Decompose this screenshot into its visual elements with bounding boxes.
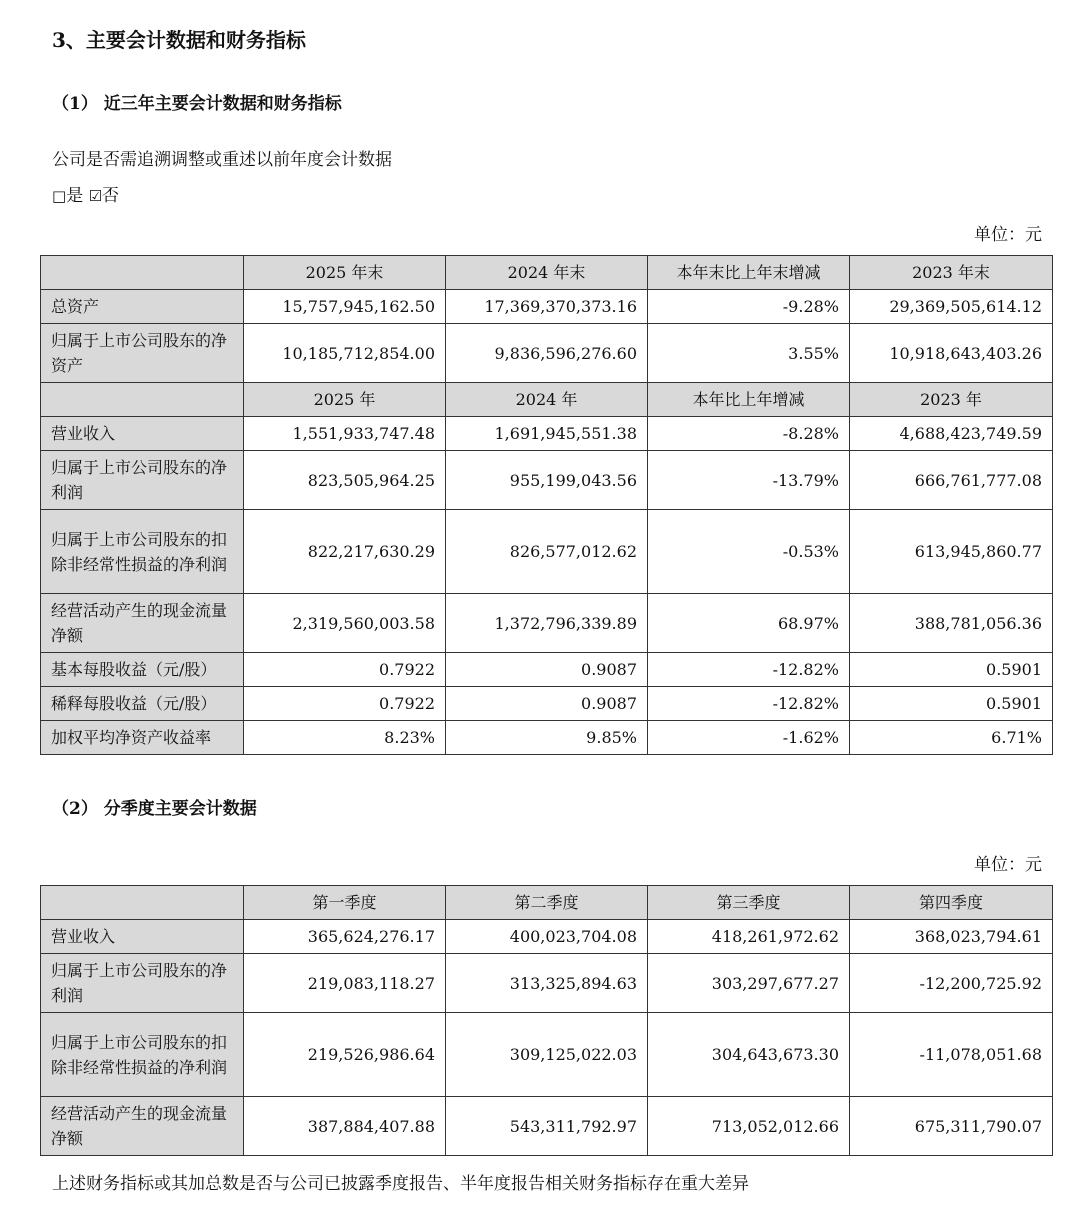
value-cell: -12.82% <box>648 687 850 721</box>
column-header: 第四季度 <box>850 886 1053 920</box>
table-header-row <box>41 383 1053 417</box>
value-cell: 309,125,022.03 <box>446 1013 648 1097</box>
value-cell: 826,577,012.62 <box>446 510 648 594</box>
column-header: 本年比上年增减 <box>648 383 850 417</box>
value-cell: 1,551,933,747.48 <box>244 417 446 451</box>
column-header: 2025 年末 <box>244 256 446 290</box>
row-label: 稀释每股收益（元/股） <box>41 687 244 721</box>
value-cell: -8.28% <box>648 417 850 451</box>
value-cell: 613,945,860.77 <box>850 510 1053 594</box>
value-cell: 6.71% <box>850 721 1053 755</box>
value-cell: 10,918,643,403.26 <box>850 324 1053 383</box>
table-row <box>41 290 1053 324</box>
row-label: 归属于上市公司股东的扣除非经常性损益的净利润 <box>41 1013 244 1097</box>
column-header: 2024 年末 <box>446 256 648 290</box>
column-header: 2025 年 <box>244 383 446 417</box>
column-header: 第一季度 <box>244 886 446 920</box>
value-cell: 219,526,986.64 <box>244 1013 446 1097</box>
table-header-row <box>41 886 1053 920</box>
footer-question: 上述财务指标或其加总数是否与公司已披露季度报告、半年度报告相关财务指标存在重大差异 <box>52 1174 749 1194</box>
unit-label: 单位：元 <box>974 225 1042 245</box>
row-label: 经营活动产生的现金流量净额 <box>41 594 244 653</box>
value-cell: -1.62% <box>648 721 850 755</box>
column-header: 第二季度 <box>446 886 648 920</box>
unit-label-2: 单位：元 <box>974 855 1042 875</box>
quarterly-data-table <box>40 885 1053 1156</box>
value-cell: 0.7922 <box>244 653 446 687</box>
table-row <box>41 451 1053 510</box>
value-cell: 0.7922 <box>244 687 446 721</box>
table-row <box>41 594 1053 653</box>
value-cell: 823,505,964.25 <box>244 451 446 510</box>
value-cell: -0.53% <box>648 510 850 594</box>
table-header-row <box>41 256 1053 290</box>
value-cell: 0.9087 <box>446 653 648 687</box>
table-row <box>41 417 1053 451</box>
value-cell: 8.23% <box>244 721 446 755</box>
value-cell: 9.85% <box>446 721 648 755</box>
row-label: 归属于上市公司股东的净利润 <box>41 451 244 510</box>
table-row <box>41 687 1053 721</box>
value-cell: 418,261,972.62 <box>648 920 850 954</box>
row-label: 归属于上市公司股东的扣除非经常性损益的净利润 <box>41 510 244 594</box>
value-cell: 1,691,945,551.38 <box>446 417 648 451</box>
value-cell: 713,052,012.66 <box>648 1097 850 1156</box>
subsection-title-1: （1） 近三年主要会计数据和财务指标 <box>52 94 342 114</box>
restate-options <box>52 181 119 206</box>
column-header: 第三季度 <box>648 886 850 920</box>
row-label: 经营活动产生的现金流量净额 <box>41 1097 244 1156</box>
value-cell: 675,311,790.07 <box>850 1097 1053 1156</box>
table-row <box>41 1097 1053 1156</box>
value-cell: 3.55% <box>648 324 850 383</box>
annual-data-table <box>40 255 1053 755</box>
row-label: 加权平均净资产收益率 <box>41 721 244 755</box>
value-cell: 365,624,276.17 <box>244 920 446 954</box>
value-cell: -11,078,051.68 <box>850 1013 1053 1097</box>
table-row <box>41 1013 1053 1097</box>
value-cell: 15,757,945,162.50 <box>244 290 446 324</box>
value-cell: 4,688,423,749.59 <box>850 417 1053 451</box>
value-cell: 822,217,630.29 <box>244 510 446 594</box>
value-cell: 0.5901 <box>850 687 1053 721</box>
value-cell: 68.97% <box>648 594 850 653</box>
option-yes-label: 是 <box>66 186 84 206</box>
value-cell: 0.5901 <box>850 653 1053 687</box>
row-label: 总资产 <box>41 290 244 324</box>
row-label: 基本每股收益（元/股） <box>41 653 244 687</box>
value-cell: 955,199,043.56 <box>446 451 648 510</box>
row-label: 营业收入 <box>41 417 244 451</box>
value-cell: 17,369,370,373.16 <box>446 290 648 324</box>
value-cell: 666,761,777.08 <box>850 451 1053 510</box>
table-row <box>41 721 1053 755</box>
column-header: 2023 年末 <box>850 256 1053 290</box>
column-header: 2024 年 <box>446 383 648 417</box>
section-title: 3、主要会计数据和财务指标 <box>52 28 306 52</box>
value-cell: 303,297,677.27 <box>648 954 850 1013</box>
table-row <box>41 324 1053 383</box>
checkbox-yes[interactable]: □ <box>52 187 67 205</box>
table-row <box>41 920 1053 954</box>
option-no-label: 否 <box>102 186 120 206</box>
header-empty-cell <box>41 256 244 290</box>
value-cell: 387,884,407.88 <box>244 1097 446 1156</box>
table-row <box>41 510 1053 594</box>
header-empty-cell <box>41 886 244 920</box>
value-cell: -9.28% <box>648 290 850 324</box>
column-header: 2023 年 <box>850 383 1053 417</box>
value-cell: 543,311,792.97 <box>446 1097 648 1156</box>
row-label: 归属于上市公司股东的净资产 <box>41 324 244 383</box>
value-cell: 368,023,794.61 <box>850 920 1053 954</box>
header-empty-cell <box>41 383 244 417</box>
value-cell: 304,643,673.30 <box>648 1013 850 1097</box>
value-cell: 2,319,560,003.58 <box>244 594 446 653</box>
value-cell: -12,200,725.92 <box>850 954 1053 1013</box>
checkbox-no-checked[interactable]: ☑ <box>88 187 103 205</box>
value-cell: -12.82% <box>648 653 850 687</box>
value-cell: -13.79% <box>648 451 850 510</box>
value-cell: 219,083,118.27 <box>244 954 446 1013</box>
value-cell: 9,836,596,276.60 <box>446 324 648 383</box>
value-cell: 388,781,056.36 <box>850 594 1053 653</box>
restate-question: 公司是否需追溯调整或重述以前年度会计数据 <box>52 150 392 170</box>
value-cell: 1,372,796,339.89 <box>446 594 648 653</box>
value-cell: 29,369,505,614.12 <box>850 290 1053 324</box>
subsection-title-2: （2） 分季度主要会计数据 <box>52 799 257 819</box>
value-cell: 10,185,712,854.00 <box>244 324 446 383</box>
value-cell: 313,325,894.63 <box>446 954 648 1013</box>
row-label: 归属于上市公司股东的净利润 <box>41 954 244 1013</box>
table-row <box>41 954 1053 1013</box>
column-header: 本年末比上年末增减 <box>648 256 850 290</box>
row-label: 营业收入 <box>41 920 244 954</box>
value-cell: 400,023,704.08 <box>446 920 648 954</box>
table-row <box>41 653 1053 687</box>
value-cell: 0.9087 <box>446 687 648 721</box>
